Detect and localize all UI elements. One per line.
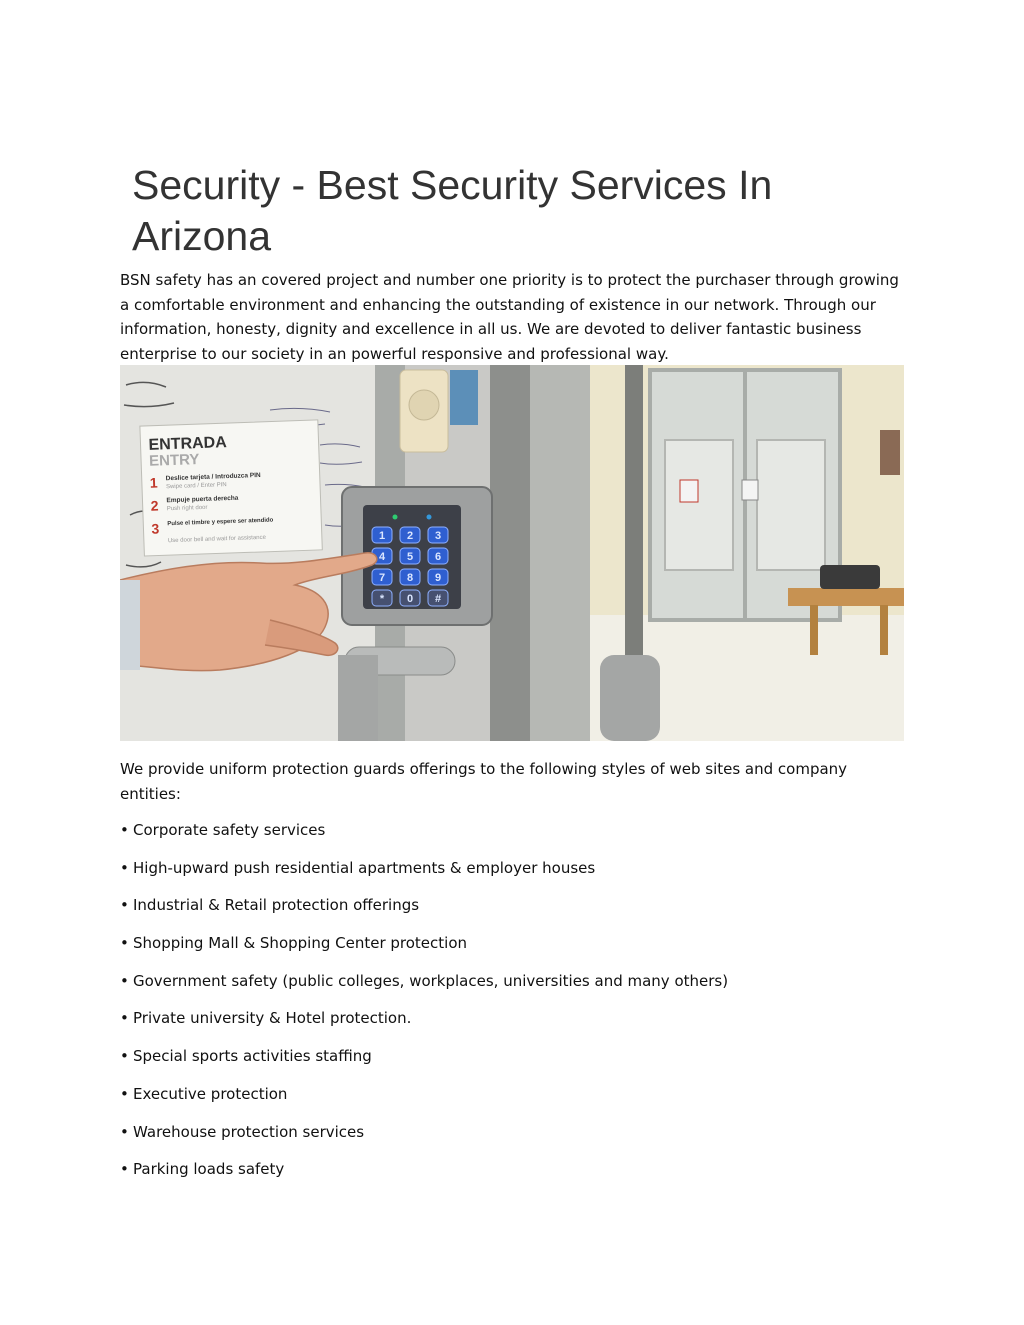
door-pillar [530,365,590,741]
sign-step-number: 2 [150,497,159,514]
handle-base [338,655,378,741]
door-edge [490,365,530,741]
bullet-icon: • [120,934,129,953]
sign-step-text: Pulse el timbre y espere ser atendido [167,517,274,528]
sign-step-number: 3 [151,520,160,537]
sign-subheading: ENTRY [148,451,200,470]
door-notice [742,480,758,500]
keypad-key-label: 1 [378,530,386,542]
sign-heading: ENTRADA [148,434,228,454]
service-list-item [120,1157,910,1195]
sign-step-sub: Push right door [166,504,208,513]
service-label: Government safety (public colleges, workplaces, universities and many others) [133,971,729,990]
service-list-item [120,969,910,1007]
service-label: Industrial & Retail protection offerings [133,896,420,915]
door-notice [680,480,698,502]
door-handle-right [600,655,660,741]
service-list-item [120,893,910,931]
bullet-icon: • [120,821,129,839]
photo-illustration [120,365,904,741]
keypad-entry-photo [120,365,904,741]
services-list [120,818,910,1195]
service-label: Private university & Hotel protection. [133,1009,412,1028]
keypad-key-label: 9 [434,572,442,584]
bullet-icon: • [120,1122,129,1141]
intro-paragraph: BSN safety has an covered project and number one priority is to protect the purchaser through growing a comfortable environment and enhancing the outstanding of existence in our network. Through our information, honesty, dignity and excellence in all us. We are devoted to deliver fantastic business enterprise to our society in an powerful responsive and professional way. [120,271,899,363]
wall-frame [880,430,900,475]
bullet-icon: • [120,1160,129,1179]
service-label: Warehouse protection services [133,1122,365,1141]
bullet-icon: • [120,971,129,990]
keypad-key-label: 3 [434,530,442,542]
service-label: High-upward push residential apartments & employer houses [133,858,596,877]
service-list-item [120,931,910,969]
bullet-icon: • [120,1047,129,1066]
service-list-item [120,1120,910,1158]
sign-step-text: Deslice tarjeta / Introduzca PIN [165,471,261,483]
keypad-key-label: 5 [406,551,414,563]
service-label: Executive protection [133,1084,288,1103]
sign-step-sub: Swipe card / Enter PIN [165,482,227,491]
keypad-key-label: 4 [378,551,386,563]
entry-sign [140,420,322,556]
keypad-key-label: 6 [434,551,442,563]
page-title: Security - Best Security Services In Arizona [132,162,773,259]
service-list-item [120,818,910,856]
service-list-item [120,1082,910,1120]
bullet-icon: • [120,1084,129,1103]
bullet-icon: • [120,1009,129,1028]
wooden-bench [788,588,904,606]
sign-step-text: Empuje puerta derecha [166,494,239,505]
services-intro: We provide uniform protection guards offerings to the following styles of web sites and company entities: [120,760,848,803]
bench-bag [820,565,880,589]
service-list-item [120,1044,910,1082]
service-label: Corporate safety services [133,821,326,839]
blue-light-icon [450,370,478,425]
service-list-item [120,1006,910,1044]
service-list-item [120,856,910,894]
bullet-icon: • [120,858,129,877]
sign-step-number: 1 [149,474,158,491]
keypad-key-label: 0 [406,593,414,605]
sign-step-sub: Use door bell and wait for assistance [167,534,267,545]
keypad-key-label: * [379,593,385,605]
service-label: Special sports activities staffing [133,1047,372,1066]
keypad-key-label: # [434,593,442,605]
keypad-key-label: 8 [406,572,414,584]
service-label: Parking loads safety [133,1160,285,1179]
service-label: Shopping Mall & Shopping Center protection [133,934,468,953]
bullet-icon: • [120,896,129,915]
keypad-key-label: 2 [406,530,414,542]
keypad-key-label: 7 [378,572,386,584]
